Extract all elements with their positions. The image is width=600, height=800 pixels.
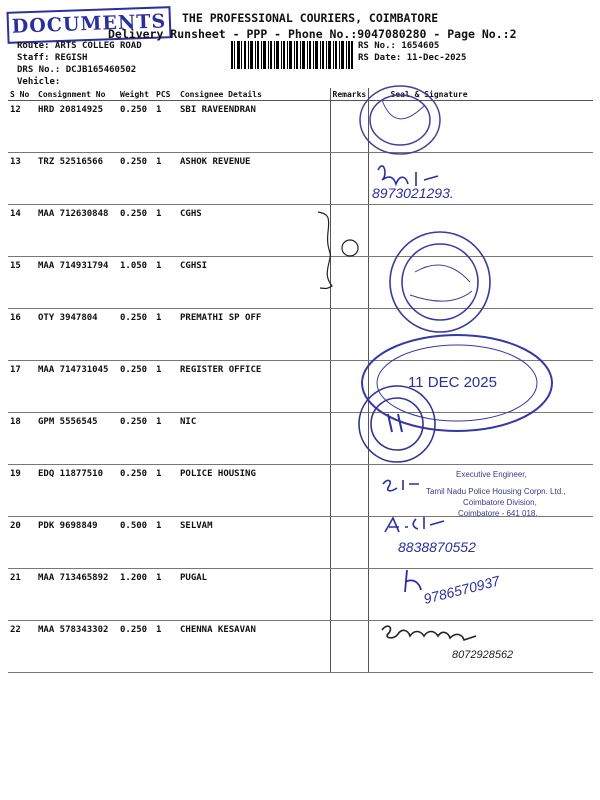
cell-sno: 14	[8, 205, 36, 257]
table-row	[8, 621, 593, 673]
rs-date: RS Date: 11-Dec-2025	[358, 53, 467, 63]
police-stamp-line2: Tamil Nadu Police Housing Corpn. Ltd.,	[426, 487, 566, 496]
cell-consignee: POLICE HOUSING	[178, 465, 330, 517]
col-consignment: Consignment No	[36, 88, 118, 101]
police-stamp-line1: Executive Engineer,	[456, 470, 527, 479]
cell-signature	[368, 361, 593, 413]
cell-weight: 1.200	[118, 569, 154, 621]
cell-pcs: 1	[154, 205, 178, 257]
cell-weight: 0.250	[118, 621, 154, 673]
police-stamp-line3: Coimbatore Division,	[463, 498, 537, 507]
cell-signature	[368, 101, 593, 153]
cell-signature	[368, 153, 593, 205]
cell-consignment-no: EDQ 11877510	[36, 465, 118, 517]
cell-sno: 19	[8, 465, 36, 517]
cell-weight: 1.050	[118, 257, 154, 309]
cell-remarks	[330, 205, 368, 257]
cell-consignee: PUGAL	[178, 569, 330, 621]
col-pcs: PCS	[154, 88, 178, 101]
police-stamp-line4: Coimbatore - 641 018.	[458, 509, 538, 518]
col-weight: Weight	[118, 88, 154, 101]
cell-signature	[368, 517, 593, 569]
cell-signature	[368, 205, 593, 257]
phone-row21: 9786570937	[421, 572, 502, 607]
cell-remarks	[330, 569, 368, 621]
cell-pcs: 1	[154, 517, 178, 569]
cell-consignee: CGHS	[178, 205, 330, 257]
cell-remarks	[330, 309, 368, 361]
cell-consignment-no: HRD 20814925	[36, 101, 118, 153]
col-sno: S No	[8, 88, 36, 101]
cell-weight: 0.250	[118, 413, 154, 465]
table-row	[8, 569, 593, 621]
table-row	[8, 517, 593, 569]
cell-consignment-no: MAA 714931794	[36, 257, 118, 309]
cell-remarks	[330, 361, 368, 413]
cell-signature	[368, 569, 593, 621]
table-row	[8, 361, 593, 413]
cell-signature	[368, 257, 593, 309]
drs-number: DRS No.: DCJB165460502	[17, 65, 137, 75]
cell-weight: 0.250	[118, 361, 154, 413]
table-row	[8, 413, 593, 465]
vehicle-label: Vehicle:	[17, 77, 61, 87]
cell-signature	[368, 309, 593, 361]
cell-signature	[368, 465, 593, 517]
cell-consignment-no: MAA 714731045	[36, 361, 118, 413]
cell-weight: 0.250	[118, 205, 154, 257]
company-title: THE PROFESSIONAL COURIERS, COIMBATORE	[182, 11, 439, 25]
phone-row22: 8072928562	[452, 649, 514, 661]
cell-remarks	[330, 257, 368, 309]
cell-consignment-no: PDK 9698849	[36, 517, 118, 569]
cell-weight: 0.500	[118, 517, 154, 569]
cell-pcs: 1	[154, 621, 178, 673]
cell-consignment-no: MAA 713465892	[36, 569, 118, 621]
phone-row13: 8973021293.	[372, 185, 454, 201]
table-row	[8, 257, 593, 309]
cell-pcs: 1	[154, 309, 178, 361]
cell-remarks	[330, 413, 368, 465]
cell-consignee: NIC	[178, 413, 330, 465]
cell-sno: 13	[8, 153, 36, 205]
cell-consignee: CHENNA KESAVAN	[178, 621, 330, 673]
cell-consignee: SBI RAVEENDRAN	[178, 101, 330, 153]
cell-pcs: 1	[154, 257, 178, 309]
cell-sno: 16	[8, 309, 36, 361]
table-header-row	[8, 88, 593, 101]
barcode-icon	[231, 41, 353, 69]
cell-sno: 12	[8, 101, 36, 153]
cell-weight: 0.250	[118, 465, 154, 517]
col-consignee: Consignee Details	[178, 88, 330, 101]
col-signature: Seal & Signature	[368, 88, 593, 101]
cell-consignee: SELVAM	[178, 517, 330, 569]
cell-consignment-no: MAA 578343302	[36, 621, 118, 673]
cell-pcs: 1	[154, 413, 178, 465]
cell-consignment-no: TRZ 52516566	[36, 153, 118, 205]
table-row	[8, 465, 593, 517]
documents-stamp: DOCUMENTS	[6, 6, 171, 44]
cell-sno: 22	[8, 621, 36, 673]
cell-weight: 0.250	[118, 101, 154, 153]
cell-sno: 15	[8, 257, 36, 309]
cell-consignment-no: OTY 3947804	[36, 309, 118, 361]
stamp-date-text: 11 DEC 2025	[408, 374, 497, 391]
runsheet-table	[8, 88, 593, 673]
cell-pcs: 1	[154, 569, 178, 621]
cell-remarks	[330, 153, 368, 205]
cell-remarks	[330, 517, 368, 569]
cell-signature	[368, 413, 593, 465]
cell-pcs: 1	[154, 101, 178, 153]
table-row	[8, 309, 593, 361]
rs-number: RS No.: 1654605	[358, 41, 440, 51]
cell-consignee: PREMATHI SP OFF	[178, 309, 330, 361]
cell-signature	[368, 621, 593, 673]
cell-remarks	[330, 621, 368, 673]
cell-sno: 21	[8, 569, 36, 621]
table-row	[8, 153, 593, 205]
table-row	[8, 205, 593, 257]
staff-label: Staff: REGISH	[17, 53, 88, 63]
cell-pcs: 1	[154, 465, 178, 517]
cell-remarks	[330, 101, 368, 153]
cell-sno: 17	[8, 361, 36, 413]
cell-remarks	[330, 465, 368, 517]
cell-pcs: 1	[154, 153, 178, 205]
cell-weight: 0.250	[118, 153, 154, 205]
cell-consignee: REGISTER OFFICE	[178, 361, 330, 413]
cell-consignment-no: GPM 5556545	[36, 413, 118, 465]
table-row	[8, 101, 593, 153]
runsheet-subtitle: Delivery Runsheet - PPP - Phone No.:9047080280 - Page No.:2	[108, 27, 517, 41]
route-label: Route: ARTS COLLEG ROAD	[17, 41, 142, 51]
col-remarks: Remarks	[330, 88, 368, 101]
cell-consignee: ASHOK REVENUE	[178, 153, 330, 205]
cell-consignee: CGHSI	[178, 257, 330, 309]
cell-pcs: 1	[154, 361, 178, 413]
cell-consignment-no: MAA 712630848	[36, 205, 118, 257]
cell-weight: 0.250	[118, 309, 154, 361]
cell-sno: 18	[8, 413, 36, 465]
phone-row20: 8838870552	[398, 539, 476, 555]
cell-sno: 20	[8, 517, 36, 569]
